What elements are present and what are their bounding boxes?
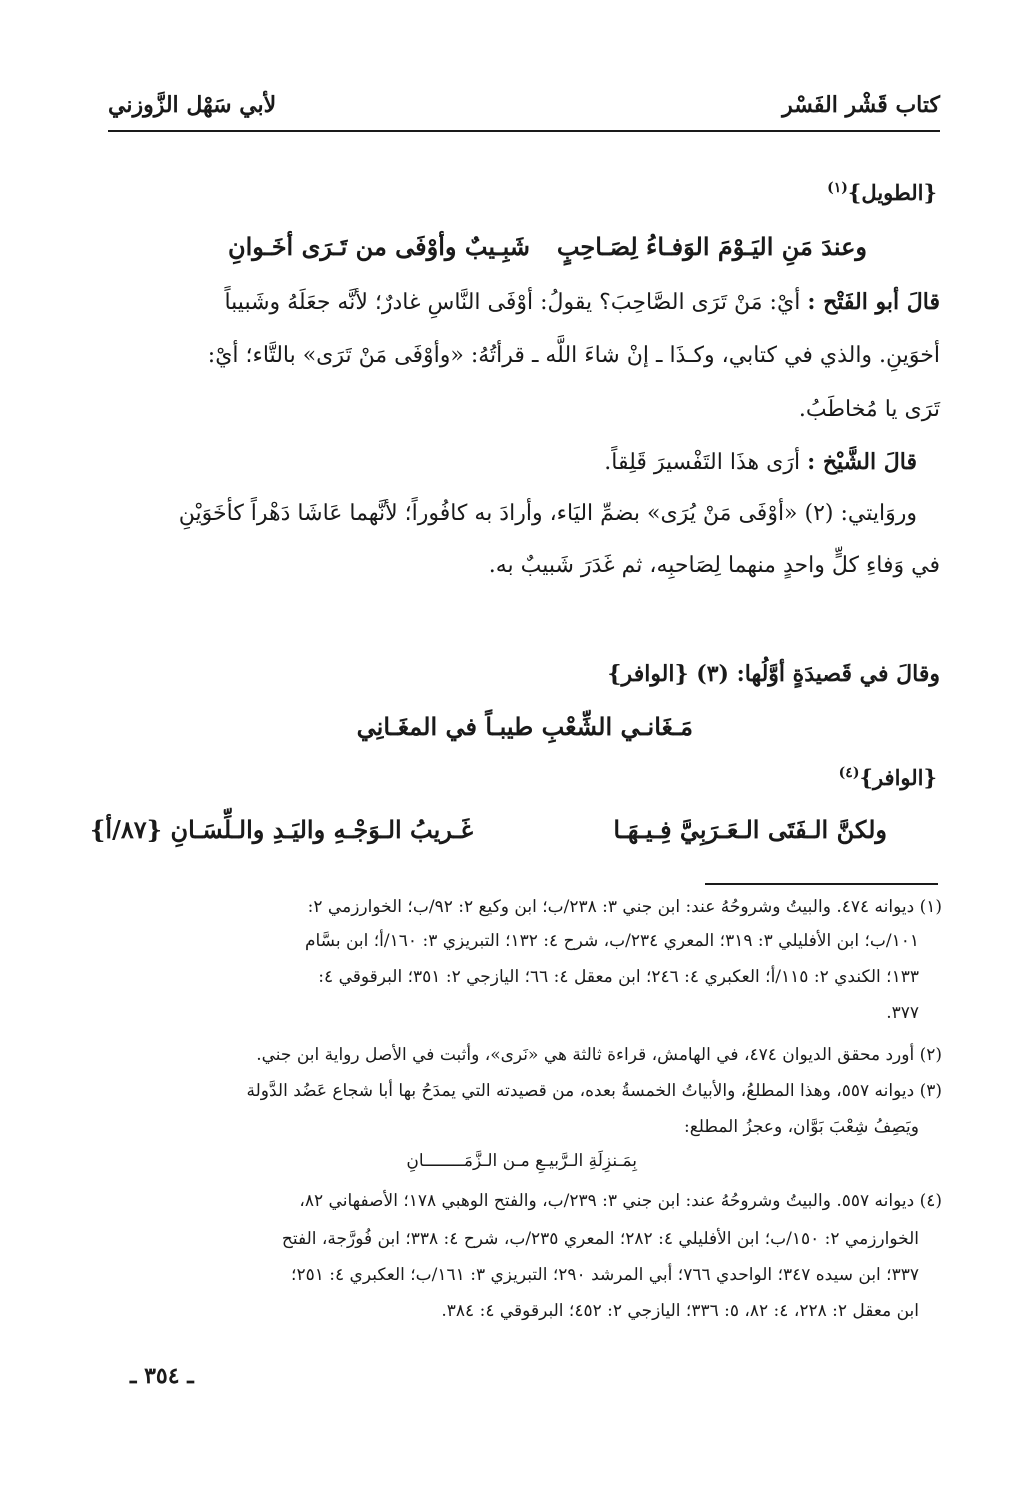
footnote-4-line2: الخوارزمي ٢: ١٥٠/ب؛ ابن الأفليلي ٤: ٢٨٢؛ المعري ٢٣٥/ب، شرح ٤: ٣٣٨؛ ابن فُورَّجة، الفتح: [281, 1229, 919, 1249]
meter-label-2: {الوافر}$^{(٤)}$: [838, 765, 937, 790]
paragraph1-line3: تَرَى يا مُخاطَبُ.: [798, 397, 940, 422]
footnote-3-line2: ويَصِفُ شِعْبَ بَوَّان، وعجزُ المطلع:: [683, 1117, 919, 1137]
paragraph1-line2: أخوَينِ. والذي في كتابي، وكـذَا ـ إنْ شاءَ اللَّه ـ قرأتُهُ: «وأوْفَى مَنْ تَرَى» بالتَّاء؛ أيْ:: [207, 343, 940, 368]
paragraph1-line1: قالَ أبو الفَتْح : أيْ: مَنْ تَرَى الصَّاحِبَ؟ يقولُ: أوْفَى النَّاسِ غادرٌ؛ لأنَّه جعَلَهُ وشَبيباً: [224, 289, 940, 315]
footnote-2: (٢) أورد محقق الديوان ٤٧٤، في الهامش، قراءة ثالثة هي «نَرى»، وأثبت في الأصل رواية ابن جني.: [256, 1045, 942, 1065]
footnote-ref-4: (٤): [838, 765, 860, 781]
footnote-ref-1: (١): [827, 180, 848, 196]
footnote-4-line3: ٣٣٧؛ ابن سيده ٣٤٧؛ الواحدي ٧٦٦؛ أبي المرشد ٢٩٠؛ التبريزي ٣: ١٦١/ب؛ العكبري ٤: ٢٥١؛: [291, 1265, 919, 1285]
verse2-second-hemistich: غَـريبُ الـوَجْـهِ واليَـدِ والـلِّسَـانِ {٨٧/أ}: [90, 815, 474, 844]
author-name: لأبي سَهْل الزَّوزني: [108, 92, 277, 118]
speaker-shaykh: قالَ الشَّيْخ :: [807, 449, 917, 475]
paragraph3-line1: وروَايتي: (٢) «أوْفَى مَنْ يُرَى» بضمِّ اليَاء، وأرادَ به كافُوراً؛ لأنَّهما عَاشَا دَهْراً كأخَوَيْنِ: [178, 501, 917, 526]
paragraph2: قالَ الشَّيْخ : أرَى هذَا التَفْسيرَ قَلِقاً.: [604, 449, 917, 475]
footnote-4-line4: ابن معقل ٢: ٢٢٨، ٤: ٨٢، ٥: ٣٣٦؛ اليازجي ٢: ٤٥٢؛ البرقوقي ٤: ٣٨٤.: [441, 1301, 919, 1321]
paragraph3-line2: في وَفاءِ كلٍّ واحدٍ منهما لِصَاحبِه، ثم غَدَرَ شَبيبٌ به.: [488, 553, 940, 578]
footnote-1-line3: ١٣٣؛ الكندي ٢: ١١٥/أ؛ العكبري ٤: ٢٤٦؛ ابن معقل ٤: ٦٦؛ اليازجي ٢: ٣٥١؛ البرقوقي ٤:: [318, 967, 919, 987]
opening-hemistich: مَـغَانـي الشِّعْبِ طيبـاً في المغَـانِي: [356, 712, 693, 741]
running-header: [108, 92, 940, 126]
verse1-first-hemistich: وعندَ مَنِ اليَـوْمَ الوَفـاءُ لِصَـاحِبٍ: [556, 232, 867, 261]
speaker-abu-alfath: قالَ أبو الفَتْح :: [807, 289, 940, 315]
footnote-rule: [705, 883, 938, 885]
verse2-first-hemistich: ولكنَّ الـفَتَى الـعَـرَبِيَّ فِـيـهَـا: [613, 815, 887, 844]
footnote-1-line4: ٣٧٧.: [886, 1003, 919, 1023]
page-number: ـ ٣٥٤ ـ: [130, 1363, 194, 1389]
footnote-1-line1: (١) ديوانه ٤٧٤. والبيتُ وشروحُهُ عند: ابن جني ٣: ٢٣٨/ب؛ ابن وكيع ٢: ٩٢/ب؛ الخوارزمي ٢:: [307, 897, 942, 917]
footnote-3-line1: (٣) ديوانه ٥٥٧، وهذا المطلعُ، والأبياتُ الخمسةُ بعده، من قصيدته التي يمدَحُ بها أبا شجاع عَضُد الدَّولة: [246, 1081, 942, 1101]
footnote-1-line2: ١٠١/ب؛ ابن الأفليلي ٣: ٣١٩؛ المعري ٢٣٤/ب، شرح ٤: ١٣٢؛ التبريزي ٣: ١٦٠/أ؛ ابن بسَّام: [304, 931, 919, 951]
meter-label-1: {الطويل}$^{(١)}$: [827, 180, 937, 205]
footnote-4-line1: (٤) ديوانه ٥٥٧. والبيتُ وشروحُهُ عند: ابن جني ٣: ٢٣٩/ب، والفتح الوهبي ١٧٨؛ الأصفهاني ٨٢،: [299, 1191, 942, 1211]
header-rule: [108, 130, 940, 132]
verse1-second-hemistich: شَبِـيبٌ وأوْفَى من تَـرَى أخَـوانِ: [228, 232, 531, 261]
book-title: كتاب قَشْر الفَسْر: [782, 92, 940, 118]
poem-intro: وقالَ في قَصيدَةٍ أوَّلُها: (٣) {الوافر}: [607, 661, 940, 687]
footnote-3-hemistich: بِمَـنزِلَةِ الـرَّبيـعِ مـن الـزَّمَــــــــانِ: [406, 1151, 637, 1171]
